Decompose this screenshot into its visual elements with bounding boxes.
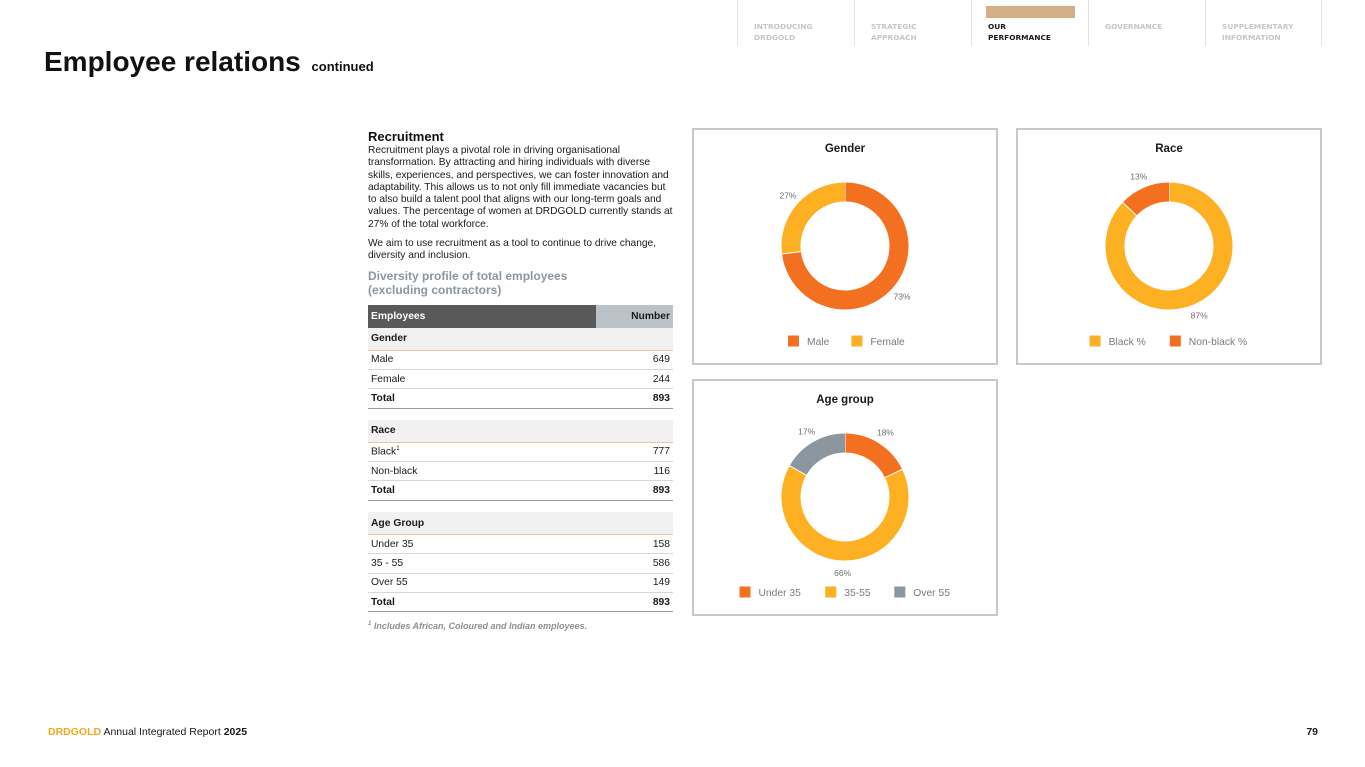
data-label-over-55: 17% xyxy=(798,426,816,437)
footer xyxy=(48,726,247,738)
legend-swatch-over-55 xyxy=(894,587,905,598)
page-title-suffix: continued xyxy=(311,59,374,74)
total-value: 893 xyxy=(596,481,673,500)
row-label: Under 35 xyxy=(368,534,596,553)
table-group-row xyxy=(368,512,673,534)
recruitment-heading: Recruitment xyxy=(368,129,444,144)
data-label-non-black: 13% xyxy=(1130,171,1148,182)
footnote-number: 1 xyxy=(368,621,372,627)
legend-label-non-black: Non-black % xyxy=(1188,336,1248,348)
row-label: Female xyxy=(368,369,596,388)
table-row xyxy=(368,462,673,481)
page-title xyxy=(44,46,374,78)
legend-swatch-non-black xyxy=(1170,336,1181,347)
total-label: Total xyxy=(368,389,596,408)
data-label-under-35: 18% xyxy=(876,427,894,438)
nav-tab-governance[interactable]: GOVERNANCE xyxy=(1088,0,1205,46)
data-label-female: 27% xyxy=(779,190,797,201)
group-gender: Gender xyxy=(368,328,673,350)
row-value: 649 xyxy=(596,350,673,369)
footer-brand: DRDGOLD xyxy=(48,726,102,738)
legend-label-under-35: Under 35 xyxy=(758,587,801,599)
race-chart-panel xyxy=(1016,128,1322,365)
table-footnote xyxy=(368,621,587,631)
row-value: 777 xyxy=(596,442,673,461)
row-label: 35 - 55 xyxy=(368,554,596,573)
table-row xyxy=(368,369,673,388)
page-title-main: Employee relations xyxy=(44,46,301,77)
legend-label-female: Female xyxy=(870,336,905,348)
spacer-cell xyxy=(368,500,673,512)
row-label: Over 55 xyxy=(368,573,596,592)
race-donut-chart xyxy=(1018,130,1320,363)
legend-swatch-black xyxy=(1090,336,1101,347)
recruitment-paragraph-2: We aim to use recruitment as a tool to continue to drive change, diversity and inclusion. xyxy=(368,238,657,262)
col-header-number: Number xyxy=(596,305,673,328)
footnote-marker: 1 xyxy=(396,446,400,453)
legend-swatch-35-55 xyxy=(825,587,836,598)
diversity-table xyxy=(368,305,673,612)
row-value: 116 xyxy=(596,462,673,481)
legend-swatch-male xyxy=(788,336,799,347)
donut-slice-over-55 xyxy=(798,443,845,470)
group-race: Race xyxy=(368,420,673,442)
table-title: Diversity profile of total employees (excluding contractors) xyxy=(368,268,568,297)
chart-title: Race xyxy=(1155,143,1183,155)
page-number: 79 xyxy=(1306,726,1318,738)
row-label-with-footnote xyxy=(368,442,596,461)
legend-label-black: Black % xyxy=(1108,336,1146,348)
table-row xyxy=(368,573,673,592)
data-label-35-55: 66% xyxy=(834,567,852,578)
footer-report: Annual Integrated Report xyxy=(103,726,221,738)
row-value: 244 xyxy=(596,369,673,388)
data-label-black: 87% xyxy=(1190,310,1208,321)
nav-tab-introducing[interactable]: INTRODUCING DRDGOLD xyxy=(737,0,854,46)
section-nav xyxy=(737,0,1322,46)
donut-slice-under-35 xyxy=(845,443,894,473)
legend-swatch-female xyxy=(851,336,862,347)
donut-slice-female xyxy=(791,192,845,253)
table-total-row xyxy=(368,389,673,408)
legend-swatch-under-35 xyxy=(740,587,751,598)
nav-tab-supplementary[interactable]: SUPPLEMENTARY INFORMATION xyxy=(1205,0,1322,46)
legend-label-male: Male xyxy=(807,336,830,348)
nav-tab-strategic-approach[interactable]: STRATEGIC APPROACH xyxy=(854,0,971,46)
table-group-row xyxy=(368,328,673,350)
legend-label-35-55: 35-55 xyxy=(844,587,871,599)
spacer-cell xyxy=(368,408,673,420)
gender-donut-chart xyxy=(694,130,996,363)
row-label: Male xyxy=(368,350,596,369)
row-value: 586 xyxy=(596,554,673,573)
table-group-row xyxy=(368,420,673,442)
table-spacer xyxy=(368,408,673,420)
table-header-row xyxy=(368,305,673,328)
age-chart-panel xyxy=(692,379,998,616)
group-age: Age Group xyxy=(368,512,673,534)
total-label: Total xyxy=(368,481,596,500)
gender-chart-panel xyxy=(692,128,998,365)
age-donut-chart xyxy=(694,381,996,614)
table-row xyxy=(368,554,673,573)
total-value: 893 xyxy=(596,389,673,408)
total-label: Total xyxy=(368,593,596,612)
chart-title: Age group xyxy=(816,394,874,406)
table-row xyxy=(368,350,673,369)
row-label: Non-black xyxy=(368,462,596,481)
total-value: 893 xyxy=(596,593,673,612)
footnote-text: Includes African, Coloured and Indian employees. xyxy=(373,621,588,631)
footer-year: 2025 xyxy=(223,726,248,738)
recruitment-section xyxy=(368,129,674,297)
legend-label-over-55: Over 55 xyxy=(913,587,950,599)
table-row xyxy=(368,442,673,461)
recruitment-paragraph-1: Recruitment plays a pivotal role in driving organisational transformation. By attracting and hiring individuals with diverse skills, experiences, and perspectives, we can foster innovation and adaptability. This allows us to not only fill immediate vacancies but to also build a talent pool that aligns with our long-term goals and values. The percentage of women at DRDGOLD currently stands at 27% of the total workforce. xyxy=(368,145,673,230)
donut-slice-35-55 xyxy=(791,470,899,551)
col-header-employees: Employees xyxy=(368,305,596,328)
table-spacer xyxy=(368,500,673,512)
table-total-row xyxy=(368,593,673,612)
data-label-male: 73% xyxy=(893,291,911,302)
row-label: Black xyxy=(371,446,397,458)
donut-slice-non-black xyxy=(1130,192,1169,209)
table-total-row xyxy=(368,481,673,500)
table-row xyxy=(368,534,673,553)
chart-title: Gender xyxy=(824,143,866,155)
nav-tab-our-performance[interactable]: OUR PERFORMANCE xyxy=(971,0,1088,46)
row-value: 149 xyxy=(596,573,673,592)
row-value: 158 xyxy=(596,534,673,553)
